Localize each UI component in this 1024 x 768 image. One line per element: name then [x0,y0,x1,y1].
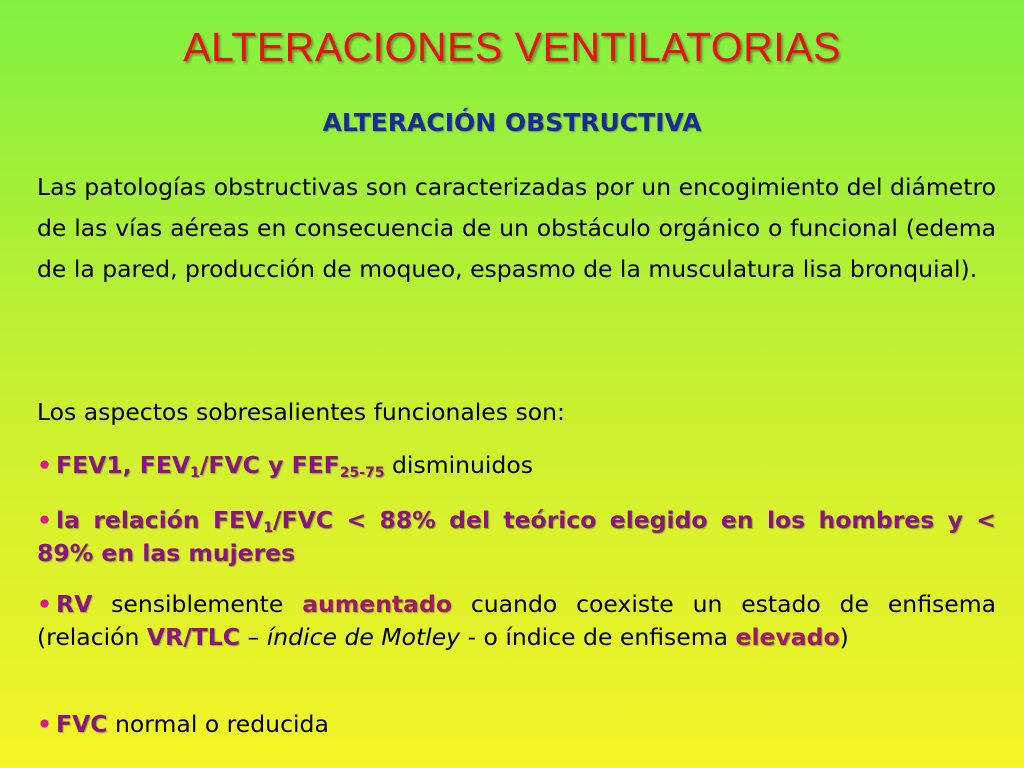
fvc-term: FVC [56,710,108,738]
bullet-icon: • [37,710,53,738]
bullet-icon: • [37,451,53,479]
list-item-rv: • RV sensiblemente aumentado cuando coexiste un estado de enfisema (relación VR/TLC – índice de Motley - o índice de enfisema elevado) [37,590,996,651]
bullet-icon: • [37,506,53,534]
slide-title: ALTERACIONES VENTILATORIAS [183,24,841,70]
rv-term: RV [56,590,93,618]
aumentado-term: aumentado [302,590,452,618]
vr-tlc-term: VR/TLC [146,623,241,651]
aspects-heading: Los aspectos sobresalientes funcionales son: [37,398,565,426]
elevado-term: elevado [735,623,840,651]
slide-subtitle: ALTERACIÓN OBSTRUCTIVA [322,108,702,137]
list-item-ratio [37,504,996,570]
list-item-fev [37,449,996,482]
ratio-text: la relación $FEV_1$/FVC < 88% del teórico elegido en los hombres y < 89% en las mujeres [37,506,996,567]
intro-paragraph: Las patologías obstructivas son caracterizadas por un encogimiento del diámetro de las vías aéreas en consecuencia de un obstáculo orgánico o funcional (edema de la pared, producción de moqueo, espasmo de la musculatura lisa bronquial). [37,173,996,283]
bullet-icon: • [37,590,53,618]
motley-index: índice de Motley [266,623,461,651]
fev-terms: FEV1, $FEV_1$/FVC y $FEF_{25-75}$ [56,451,385,481]
list-item-fvc: • FVC normal o reducida [37,710,329,738]
fev-rest: disminuidos [384,451,533,479]
